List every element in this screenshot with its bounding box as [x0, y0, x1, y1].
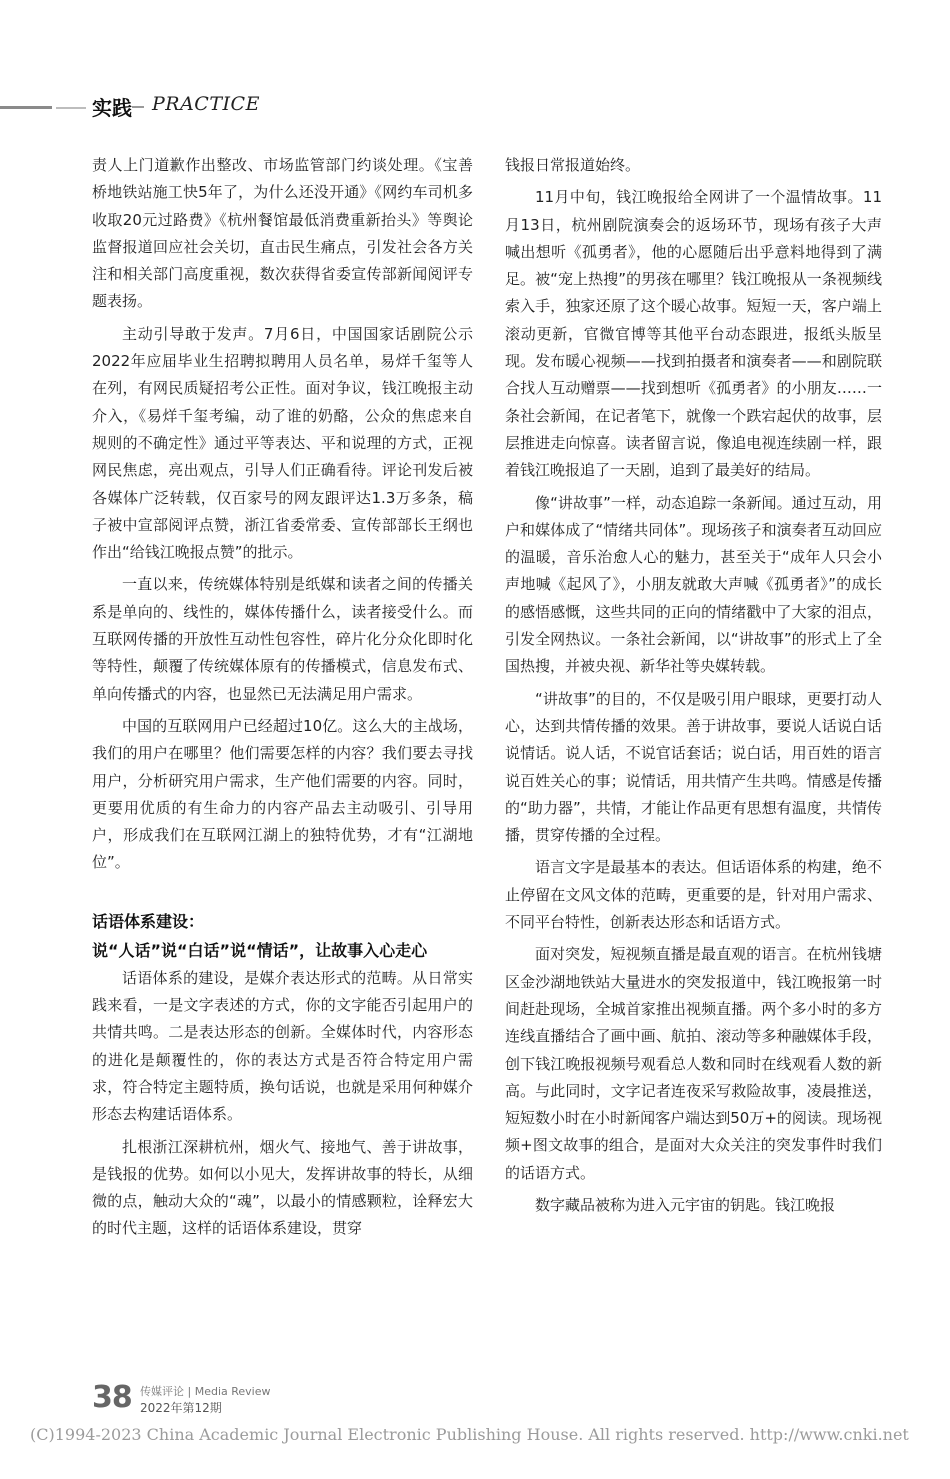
paragraph: 责人上门道歉作出整改、市场监管部门约谈处理。《宝善桥地铁站施工快5年了，为什么还没开通》《网约车司机多收取20元过路费》《杭州餐馆最低消费重新抬头》等舆论监督报道回应社会关切，直击民生痛点，引发社会各方关注和相关部门高度重视，数次获得省委宣传部新闻阅评专题表扬。: [92, 156, 473, 311]
left-column: [92, 152, 473, 1243]
journal-name: 传媒评论 | Media Review: [140, 1385, 271, 1398]
section-subtitle: PRACTICE: [152, 93, 260, 115]
paragraph: 数字藏品被称为进入元宇宙的钥匙。钱江晚报: [535, 1195, 836, 1214]
paragraph: 语言文字是最基本的表达。但话语体系的构建，绝不止停留在文风文体的范畴，更重要的是，针对用户需求、不同平台特性，创新表达形态和话语方式。: [505, 858, 882, 932]
copyright-notice: (C)1994-2023 China Academic Journal Electronic Publishing House. All rights reserved. http://www.cnki.net: [30, 1425, 909, 1444]
paragraph: 钱报日常报道始终。: [505, 156, 641, 174]
heading-line-1: 话语体系建设：: [92, 911, 205, 931]
paragraph: 主动引导敢于发声。7月6日，中国国家话剧院公示2022年应届毕业生招聘拟聘用人员名单，易烊千玺等人在列，有网民质疑招考公正性。面对争议，钱江晚报主动介入，《易烊千玺考编，动了谁的奶酪，公众的焦虑来自规则的不确定性》通过平等表达、平和说理的方式，正视网民焦虑，亮出观点，引导人们正确看待。评论刊发后被各媒体广泛转载，仅百家号的网友跟评达1.3万多条，稿子被中宣部阅评点赞，浙江省委常委、宣传部部长王纲也作出“给钱江晚报点赞”的批示。: [92, 324, 473, 562]
issue-label: 2022年第12期: [140, 1401, 222, 1415]
paragraph: 扎根浙江深耕杭州，烟火气、接地气、善于讲故事，是钱报的优势。如何以小见大，发挥讲故事的特长，从细微的点，触动大众的“魂”，以最小的情感颗粒，诠释宏大的时代主题，这样的话语体系建设，贯穿: [92, 1137, 473, 1238]
header-rule-left: [0, 106, 52, 109]
paragraph: 面对突发，短视频直播是最直观的语言。在杭州钱塘区金沙湖地铁站大量进水的突发报道中，钱江晚报第一时间赶赴现场，全城首家推出视频直播。两个多小时的多方连线直播结合了画中画、航拍、滚动等多种融媒体手段，创下钱江晚报视频号观看总人数和同时在线观看人数的新高。与此同时，文字记者连夜采写救险故事，凌晨推送，短短数小时在小时新闻客户端达到50万+的阅读。现场视频+图文故事的组合，是面对大众关注的突发事件时我们的话语方式。: [505, 945, 882, 1182]
paragraph: 话语体系的建设，是媒介表达形式的范畴。从日常实践来看，一是文字表述的方式，你的文字能否引起用户的共情共鸣。二是表达形态的创新。全媒体时代，内容形态的进化是颠覆性的，你的表达方式是否符合特定用户需求，符合特定主题特质，换句话说，也就是采用何种媒介形态去构建话语体系。: [92, 968, 473, 1124]
header-rule-accent: [56, 107, 86, 109]
page-number: 38: [92, 1380, 132, 1415]
paragraph: 11月中旬，钱江晚报给全网讲了一个温情故事。11月13日，杭州剧院演奏会的返场环节，现场有孩子大声喊出想听《孤勇者》，他的心愿随后出乎意料地得到了满足。被“宠上热搜”的男孩在哪里？钱江晚报从一条视频线索入手，独家还原了这个暖心故事。短短一天，客户端上滚动更新，官微官博等其他平台动态跟进，报纸头版呈现。发布暖心视频——找到拍摄者和演奏者——和剧院联合找人互动赠票——找到想听《孤勇者》的小朋友……一条社会新闻，在记者笔下，就像一个跌宕起伏的故事，层层推进走向惊喜。读者留言说，像追电视连续剧一样，跟着钱江晚报追了一天剧，追到了最美好的结局。: [505, 188, 882, 480]
right-column: [505, 152, 882, 1219]
section-title: 实践: [92, 96, 132, 120]
section-heading: [92, 907, 473, 965]
header-separator: [132, 106, 144, 108]
heading-line-2: 说“人话”说“白话”说“情话”，让故事入心走心: [92, 940, 428, 960]
paragraph: 中国的互联网用户已经超过10亿。这么大的主战场，我们的用户在哪里？他们需要怎样的内容？我们要去寻找用户，分析研究用户需求，生产他们需要的内容。同时，更要用优质的有生命力的内容产品去主动吸引、引导用户，形成我们在互联网江湖上的独特优势，才有“江湖地位”。: [92, 716, 473, 872]
paragraph: 像“讲故事”一样，动态追踪一条新闻。通过互动，用户和媒体成了“情绪共同体”。现场孩子和演奏者互动回应的温暖，音乐治愈人心的魅力，甚至关于“成年人只会小声地喊《起风了》，小朋友就敢大声喊《孤勇者》”的成长的感悟感慨，这些共同的正向的情绪戳中了大家的泪点，引发全网热议。一条社会新闻，以“讲故事”的形式上了全国热搜，并被央视、新华社等央媒转载。: [505, 493, 882, 676]
paragraph: 一直以来，传统媒体特别是纸媒和读者之间的传播关系是单向的、线性的，媒体传播什么，读者接受什么。而互联网传播的开放性互动性包容性，碎片化分众化即时化等特性，颠覆了传统媒体原有的传播模式，信息发布式、单向传播式的内容，也显然已无法满足用户需求。: [92, 575, 473, 703]
paragraph: “讲故事”的目的，不仅是吸引用户眼球，更要打动人心，达到共情传播的效果。善于讲故事，要说人话说白话说情话。说人话，不说官话套话；说白话，用百姓的语言说百姓关心的事；说情话，用共情产生共鸣。情感是传播的“助力器”，共情，才能让作品更有思想有温度，共情传播，贯穿传播的全过程。: [505, 689, 882, 845]
